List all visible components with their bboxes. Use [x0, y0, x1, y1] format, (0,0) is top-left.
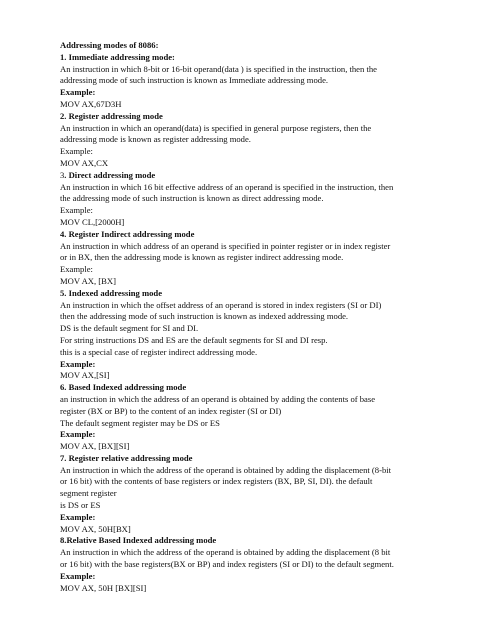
section-2-text-line-1: An instruction in which an operand(data) is specified in general purpose registers, then the [60, 122, 372, 133]
section-8-heading: 8.Relative Based Indexed addressing mode [60, 535, 217, 546]
section-6-text-line-2: register (BX or BP) to the content of an index register (SI or DI) [60, 405, 282, 416]
section-7-text-line-3: segment register [60, 488, 117, 499]
section-3-example-label: Example: [60, 205, 93, 216]
section-4-example: MOV AX, [BX] [60, 275, 116, 286]
section-3-example: MOV CL,[2000H] [60, 216, 125, 227]
section-1-text-line-1: An instruction in which 8-bit or 16-bit operand(data ) is specified in the instruction, then the [60, 63, 377, 74]
section-8-text-line-1: An instruction in which the address of the operand is obtained by adding the displacement (8 bit [60, 547, 391, 558]
section-3-number: 3 [60, 169, 65, 180]
section-5-text-line-4: For string instructions DS and ES are the default segments for SI and DI resp. [60, 334, 328, 345]
section-5-example-label: Example: [60, 358, 96, 369]
section-8-example-label: Example: [60, 570, 96, 581]
section-4-heading: 4. Register Indirect addressing mode [60, 228, 195, 239]
section-5-text-line-3: DS is the default segment for SI and DI. [60, 323, 199, 334]
section-1-heading: 1. Immediate addressing mode: [60, 51, 175, 62]
section-6-example-label: Example: [60, 429, 96, 440]
section-1-example-label: Example: [60, 87, 96, 98]
section-2-example: MOV AX,CX [60, 157, 109, 168]
section-5-heading: 5. Indexed addressing mode [60, 287, 163, 298]
document-page [60, 40, 436, 594]
document-title: Addressing modes of 8086: [60, 40, 159, 50]
section-7-text-line-1: An instruction in which the address of the operand is obtained by adding the displacement (8-bit [60, 464, 392, 475]
section-1-text-line-2: addressing mode of such instruction is known as Immediate addressing mode. [60, 75, 329, 86]
section-8-text-line-2: or 16 bit) with the base registers(BX or BP) and index registers (SI or DI) to the default segment. [60, 559, 394, 570]
section-3-text-line-1: An instruction in which 16 bit effective address of an operand is specified in the instruction, then [60, 181, 394, 192]
section-6-example: MOV AX, [BX][SI] [60, 441, 130, 452]
section-4-example-label: Example: [60, 264, 93, 275]
section-3-heading-row [60, 170, 436, 182]
section-7-example-label: Example: [60, 511, 96, 522]
section-2-example-label: Example: [60, 146, 93, 157]
section-2-text-line-2: addressing mode is known as register addressing mode. [60, 134, 251, 145]
section-4-text-line-2: or in BX, then the addressing mode is known as register indirect addressing mode. [60, 252, 344, 263]
section-3-text-line-2: the addressing mode of such instruction is known as direct addressing mode. [60, 193, 324, 204]
section-5-text-line-2: then the addressing mode of such instruction is known as indexed addressing mode. [60, 311, 349, 322]
section-1-example: MOV AX,67D3H [60, 98, 122, 109]
section-7-text-line-2: or 16 bit) with the contents of base registers or index registers (BX, BP, SI, DI). the default [60, 476, 373, 487]
section-5-example: MOV AX,[SI] [60, 370, 110, 381]
section-5-text-line-1: An instruction in which the offset address of an operand is stored in index registers (SI or DI) [60, 299, 382, 310]
section-5-text-line-5: this is a special case of register indirect addressing mode. [60, 346, 258, 357]
section-2-heading: 2. Register addressing mode [60, 110, 163, 121]
section-6-text-line-3: The default segment register may be DS or ES [60, 417, 220, 428]
section-7-text-line-4: is DS or ES [60, 500, 101, 511]
section-4-text-line-1: An instruction in which address of an operand is specified in pointer register or in index register [60, 240, 391, 251]
section-8-example: MOV AX, 50H [BX][SI] [60, 582, 147, 593]
section-7-heading: 7. Register relative addressing mode [60, 452, 193, 463]
section-3-heading: . Direct addressing mode [64, 169, 156, 180]
section-6-heading: 6. Based Indexed addressing mode [60, 382, 187, 393]
section-6-text-line-1: an instruction in which the address of an operand is obtained by adding the contents of base [60, 393, 376, 404]
section-7-example: MOV AX, 50H[BX] [60, 523, 131, 534]
